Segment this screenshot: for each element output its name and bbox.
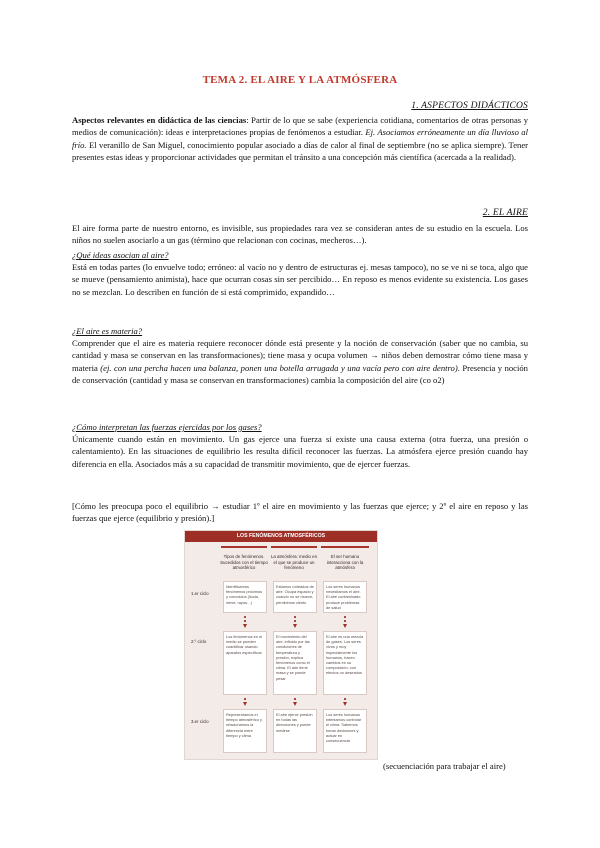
stage-label: 3.er ciclo xyxy=(191,719,209,724)
figure-cell: Los seres humanos intentamos controlar el clima. Sabemos tomar decisiones y actuar en consecuencia xyxy=(323,709,367,753)
section2-intro: El aire forma parte de nuestro entorno, es invisible, sus propiedades rara vez se consideran antes de su estudio en la escuela. Los niños no suelen asociarlo a un gas (término que relacionan con cocinas, mecheros…). xyxy=(72,223,528,246)
figure-cell: El aire ejerce presión en todas las direcciones y puede medirse xyxy=(273,709,317,753)
stage-label: 2.º ciclo xyxy=(191,639,207,644)
figure-cell: Identificamos fenómenos próximos y conocidos (lluvia, nieve, rayos…) xyxy=(223,581,267,613)
section-heading-aire: 2. EL AIRE xyxy=(482,208,528,218)
connector-dot xyxy=(344,620,346,622)
connector-dot xyxy=(294,616,296,618)
down-arrow-icon xyxy=(293,624,297,628)
connector-dot xyxy=(344,616,346,618)
atmospheric-phenomena-figure xyxy=(184,530,378,760)
answer-materia-start: Comprender que el aire es materia requiere reconocer dónde está presente y la noción de conservación (saber que no cambia, su cantidad y masa se conservan en las transformaciones); tiene masa y ocupa volumen → niños deben demostrar cómo tiene masa y materia xyxy=(72,338,528,373)
column-rule xyxy=(221,546,267,548)
answer-ideas: Está en todas partes (lo envuelve todo; erróneo: al vacío no y dentro de estructuras ej. mesas tampoco), no se ve ni se toca, algo que se mueve (pensamiento animista), hace que ocurran cosas sin ser percibido… En reposo es menos evidente su existencia. Los gases no se mezclan. Lo describen en función de si está comprimido, expandido… xyxy=(72,262,528,297)
answer-materia-example: (ej. con una percha hacen una balanza, ponen una botella arrugada y una vacía pero con aire dentro) xyxy=(100,362,458,373)
connector-dot xyxy=(244,616,246,618)
connector-dot xyxy=(344,698,346,700)
stage-label: 1.er ciclo xyxy=(191,591,209,596)
down-arrow-icon xyxy=(343,702,347,706)
question-ideas: ¿Qué ideas asocian al aire? xyxy=(72,250,169,260)
column-header: El ser humano interacciona con la atmósfera xyxy=(326,554,364,571)
connector-dot xyxy=(244,698,246,700)
lead-bold: Aspectos relevantes en didáctica de las ciencias xyxy=(72,115,247,125)
down-arrow-icon xyxy=(243,624,247,628)
answer-materia xyxy=(72,337,528,386)
figure-cell: Representamos el tiempo atmosférico y relacionamos la diferencia entre tiempo y clima xyxy=(223,709,267,753)
section1-paragraph xyxy=(72,114,528,163)
figure-cell: Los seres humanos necesitamos el aire. El aire contaminado produce problemas de salud xyxy=(323,581,367,613)
example-text: El veranillo de San Miguel, conocimiento popular asociado a días de calor al final de septiembre (no se aplica siempre). Tener presentes estas ideas y proporcionar actividades que permitan el tránsito a una concepción más científica (acercada a la realidad). xyxy=(72,139,528,162)
question-materia: ¿El aire es materia? xyxy=(72,326,143,336)
down-arrow-icon xyxy=(293,702,297,706)
figure-cell: El movimiento del aire, influido por las condiciones de temperatura y presión, explica fenómenos como el clima. El aire tiene masa y se puede pesar xyxy=(273,631,317,695)
column-header: La atmósfera: medio en el que se produce un fenómeno xyxy=(270,554,318,571)
connector-dot xyxy=(294,698,296,700)
example-italic: Ej. Asociamos erróneamente un día lluvioso al frío. xyxy=(72,127,528,150)
figure-cell: Los fenómenos en el medio se pueden cuantificar usando aparatos específicos xyxy=(223,631,267,695)
figure-cell: El aire es una mezcla de gases. Los seres vivos y muy especialmente los humanos, hacen cambios en su composición, con efectos no deseados xyxy=(323,631,367,695)
figure-header: LOS FENÓMENOS ATMOSFÉRICOS xyxy=(185,531,377,542)
figure-cell: Estamos rodeados de aire. Ocupa espacio y cuando no se mueve, percibimos viento xyxy=(273,581,317,613)
connector-dot xyxy=(294,620,296,622)
bracket-note: [Cómo les preocupa poco el equilibrio → estudiar 1º el aire en movimiento y las fuerzas que ejerce; y 2º el aire en reposo y las fuerzas que ejerce (equilibrio y presión).] xyxy=(72,501,528,524)
column-rule xyxy=(271,546,317,548)
connector-dot xyxy=(244,620,246,622)
column-header: Tipos de fenómenos. Sucedidos con el tiempo atmosférico xyxy=(220,554,268,571)
page-title: TEMA 2. EL AIRE Y LA ATMÓSFERA xyxy=(202,74,398,86)
answer-fuerzas: Únicamente cuando están en movimiento. Un gas ejerce una fuerza si existe una causa externa (otra fuerza, una presión o calentamiento). En las situaciones de equilibrio les resulta difícil reconocer las fuerzas. La atmósfera ejerce presión cuando hay diferencia en ella. Asociados más a su capacidad de transmitir movimiento, que de ejercer fuerzas. xyxy=(72,434,528,469)
answer-materia-end: . Presencia y noción de conservación (cantidad y masa se conservan en transformaciones) cambia la composición del aire (co o2) xyxy=(72,362,528,385)
section-heading-didacticos: 1. ASPECTOS DIDÁCTICOS xyxy=(411,101,528,111)
lead-text: : Partir de lo que se sabe (experiencia cotidiana, comentarios de otras personas y medios de comunicación): ideas e interpretaciones propias de fenómenos a estudiar. xyxy=(72,115,528,138)
figure-caption: (secuenciación para trabajar el aire) xyxy=(383,761,506,771)
column-rule xyxy=(321,546,369,548)
question-fuerzas: ¿Cómo interpretan las fuerzas ejercidas por los gases? xyxy=(72,422,262,432)
down-arrow-icon xyxy=(343,624,347,628)
down-arrow-icon xyxy=(243,702,247,706)
